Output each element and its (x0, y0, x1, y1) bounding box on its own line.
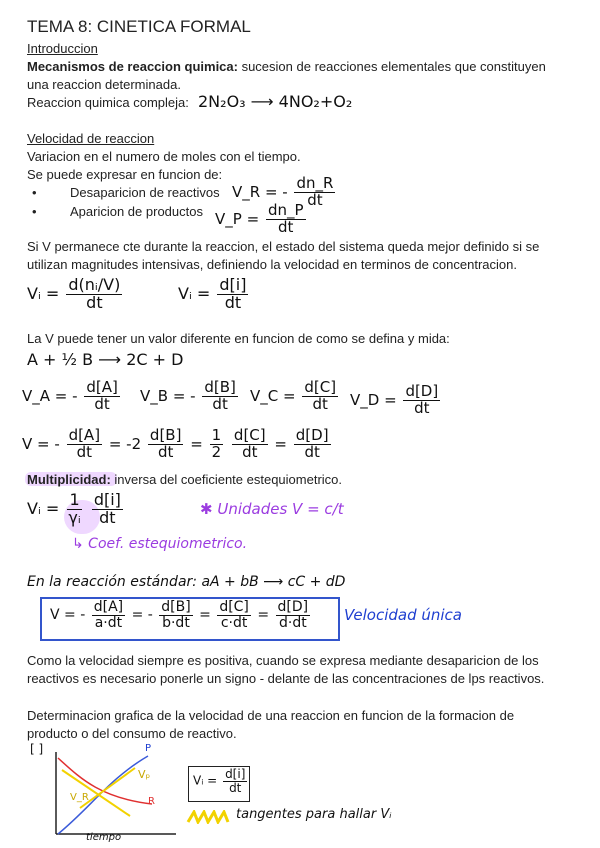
vi1-fraction (66, 277, 122, 312)
vc-num: d[C] (304, 378, 337, 396)
mult-line (27, 471, 342, 488)
chain-coef-num: 1 (211, 426, 222, 444)
intensive-text-1: Si V permanece cte durante la reaccion, el estado del sistema queda mejor definido si se (27, 239, 540, 254)
chain-d (294, 428, 331, 461)
box-a-num: d[A] (93, 599, 124, 615)
vi2-num: d[i] (219, 275, 247, 294)
vr-num: dn_R (296, 174, 334, 192)
box-formula (50, 600, 312, 630)
positive-text-2: reactivos es necesario ponerle un signo - delante de las concentraciones de lps reactivos. (27, 671, 545, 686)
chain-coef-den: 2 (211, 442, 222, 461)
chain-b (148, 428, 184, 461)
chain-b-den: dt (157, 442, 174, 461)
reaction-hw: A + ½ B ⟶ 2C + D (27, 350, 184, 369)
mult-text: inversa del coeficiente estequiometrico. (110, 472, 343, 487)
vi-box-den: dt (229, 780, 242, 795)
vd-fraction (403, 384, 440, 417)
chain-a-num: d[A] (68, 426, 101, 444)
vel-text-1: Variacion en el numero de moles con el tiempo. (27, 149, 301, 164)
box-c (217, 600, 251, 630)
page-title: TEMA 8: CINETICA FORMAL (27, 17, 251, 36)
vel-text-2: Se puede expresar en funcion de: (27, 167, 223, 182)
standard-reaction: En la reacción estándar: aA + bB ⟶ cC + dD (27, 574, 346, 590)
mult-coef (66, 492, 82, 527)
graph-vr-label: V_R (70, 792, 89, 803)
complex-label: Reaccion quimica compleja: (27, 95, 189, 110)
mech-label: Mecanismos de reaccion quimica: (27, 59, 238, 74)
v-chain (22, 428, 333, 461)
bullet-productos: • Aparicion de productos (70, 203, 203, 220)
box-d (276, 600, 311, 630)
graph-vp-label: Vₚ (138, 768, 151, 781)
chain-a (67, 428, 103, 461)
yellow-marker-swatch (186, 810, 230, 824)
graph-text-1: Determinacion grafica de la velocidad de una reaccion en funcion de la formacion de (27, 708, 515, 723)
vi2-lhs: Vᵢ = (178, 283, 211, 303)
vp-fraction (266, 203, 306, 236)
va-formula (22, 380, 122, 413)
vi1-den: dt (86, 292, 103, 312)
chain-a-den: dt (76, 442, 93, 461)
vd-formula (350, 384, 442, 417)
vr-lhs: V_R = - (232, 182, 288, 201)
mult-lhs: Vᵢ = (27, 498, 60, 518)
vp-den: dt (278, 217, 294, 236)
graph-text-2: producto o del consumo de reactivo. (27, 726, 237, 741)
chain-b-num: d[B] (149, 426, 182, 444)
chain-4: = (274, 434, 287, 453)
vc-den: dt (312, 394, 328, 413)
box-b-num: d[B] (161, 599, 191, 615)
bullet-reactivos: • Desaparicion de reactivos (70, 184, 220, 201)
va-num: d[A] (86, 378, 118, 396)
box-eq-2: = (199, 607, 211, 624)
va-den: dt (94, 394, 110, 413)
chain-2: = -2 (108, 434, 142, 453)
vi-box-fraction (223, 768, 247, 794)
positive-text-1: Como la velocidad siempre es positiva, cuando se expresa mediante desaparicion de los (27, 653, 539, 668)
units-note: ✱ Unidades V = c/t (200, 500, 344, 518)
complex-reaction-hw: 2N₂O₃ ⟶ 4NO₂+O₂ (198, 92, 353, 111)
mech-text: sucesion de reacciones elementales que constituyen (237, 59, 546, 74)
vc-lhs: V_C = (250, 386, 296, 405)
vi2-den: dt (224, 292, 242, 312)
mult-label: Multiplicidad: (27, 472, 111, 487)
box-c-den: c·dt (220, 614, 248, 631)
va-lhs: V_A = - (22, 386, 78, 405)
mult-formula (27, 492, 125, 527)
box-eq-1: = - (131, 607, 153, 624)
vi1-lhs: Vᵢ = (27, 283, 60, 303)
vb-lhs: V_B = - (140, 386, 196, 405)
graph-p-label: P (145, 743, 152, 754)
vp-lhs: V_P = (215, 209, 260, 228)
chain-c-num: d[C] (233, 426, 266, 444)
chain-coef (210, 428, 224, 461)
graph-r-label: R (148, 796, 155, 807)
vd-num: d[D] (405, 382, 439, 400)
chain-d-den: dt (304, 442, 320, 461)
vi-box-lhs: Vᵢ = (193, 773, 218, 788)
vd-den: dt (414, 398, 430, 417)
intensive-text-2: utilizan magnitudes intensivas, definiendo la velocidad en terminos de concentracion. (27, 257, 517, 272)
tangent-note: tangentes para hallar Vᵢ (236, 807, 392, 822)
unique-velocity-note: Velocidad única (344, 606, 462, 624)
vc-formula (250, 380, 340, 413)
vb-den: dt (212, 394, 228, 413)
vp-formula (215, 203, 308, 236)
chain-c-den: dt (242, 442, 258, 461)
mult-coef-den: γᵢ (68, 507, 81, 527)
coef-note: ↳ Coef. estequiometrico. (72, 536, 248, 552)
box-b (159, 600, 192, 630)
graph-x-label: tiempo (86, 832, 122, 843)
concentration-time-sketch (40, 748, 180, 844)
mech-line-2: una reaccion determinada. (27, 77, 181, 92)
va-fraction (84, 380, 120, 413)
chain-c (232, 428, 268, 461)
chain-3: = (190, 434, 203, 453)
box-b-den: b·dt (162, 614, 190, 631)
vi-box-formula (193, 768, 249, 794)
vi-formula-1 (27, 277, 124, 312)
vc-fraction (302, 380, 338, 413)
vi-box-num: d[i] (225, 767, 246, 781)
vb-fraction (202, 380, 238, 413)
mult-num: d[i] (93, 490, 121, 509)
vd-lhs: V_D = (350, 390, 397, 409)
mech-line (27, 58, 546, 75)
box-c-num: d[C] (219, 599, 249, 615)
vb-formula (140, 380, 240, 413)
vp-num: dn_P (267, 201, 304, 219)
box-d-num: d[D] (277, 599, 309, 615)
box-v: V = - (50, 607, 86, 624)
chain-start: V = - (22, 434, 60, 453)
mult-fraction (92, 492, 123, 527)
vb-num: d[B] (204, 378, 236, 396)
vi1-num: d(nᵢ/V) (68, 275, 121, 294)
box-a (92, 600, 125, 630)
vr-den: dt (307, 190, 323, 209)
vi-formula-2 (178, 277, 250, 312)
vi2-fraction (217, 277, 248, 312)
yellow-zigzag (188, 812, 228, 822)
box-eq-3: = (257, 607, 270, 624)
intro-heading: Introduccion (27, 41, 98, 56)
graph-y-label: [ ] (30, 742, 44, 756)
mult-coef-num: 1 (69, 490, 80, 509)
chain-d-num: d[D] (295, 426, 329, 444)
box-d-den: d·dt (278, 614, 307, 631)
mult-den: dt (99, 507, 116, 527)
vel-heading: Velocidad de reaccion (27, 131, 155, 146)
diff-text: La V puede tener un valor diferente en funcion de como se defina y mida: (27, 331, 450, 346)
box-a-den: a·dt (94, 614, 123, 631)
